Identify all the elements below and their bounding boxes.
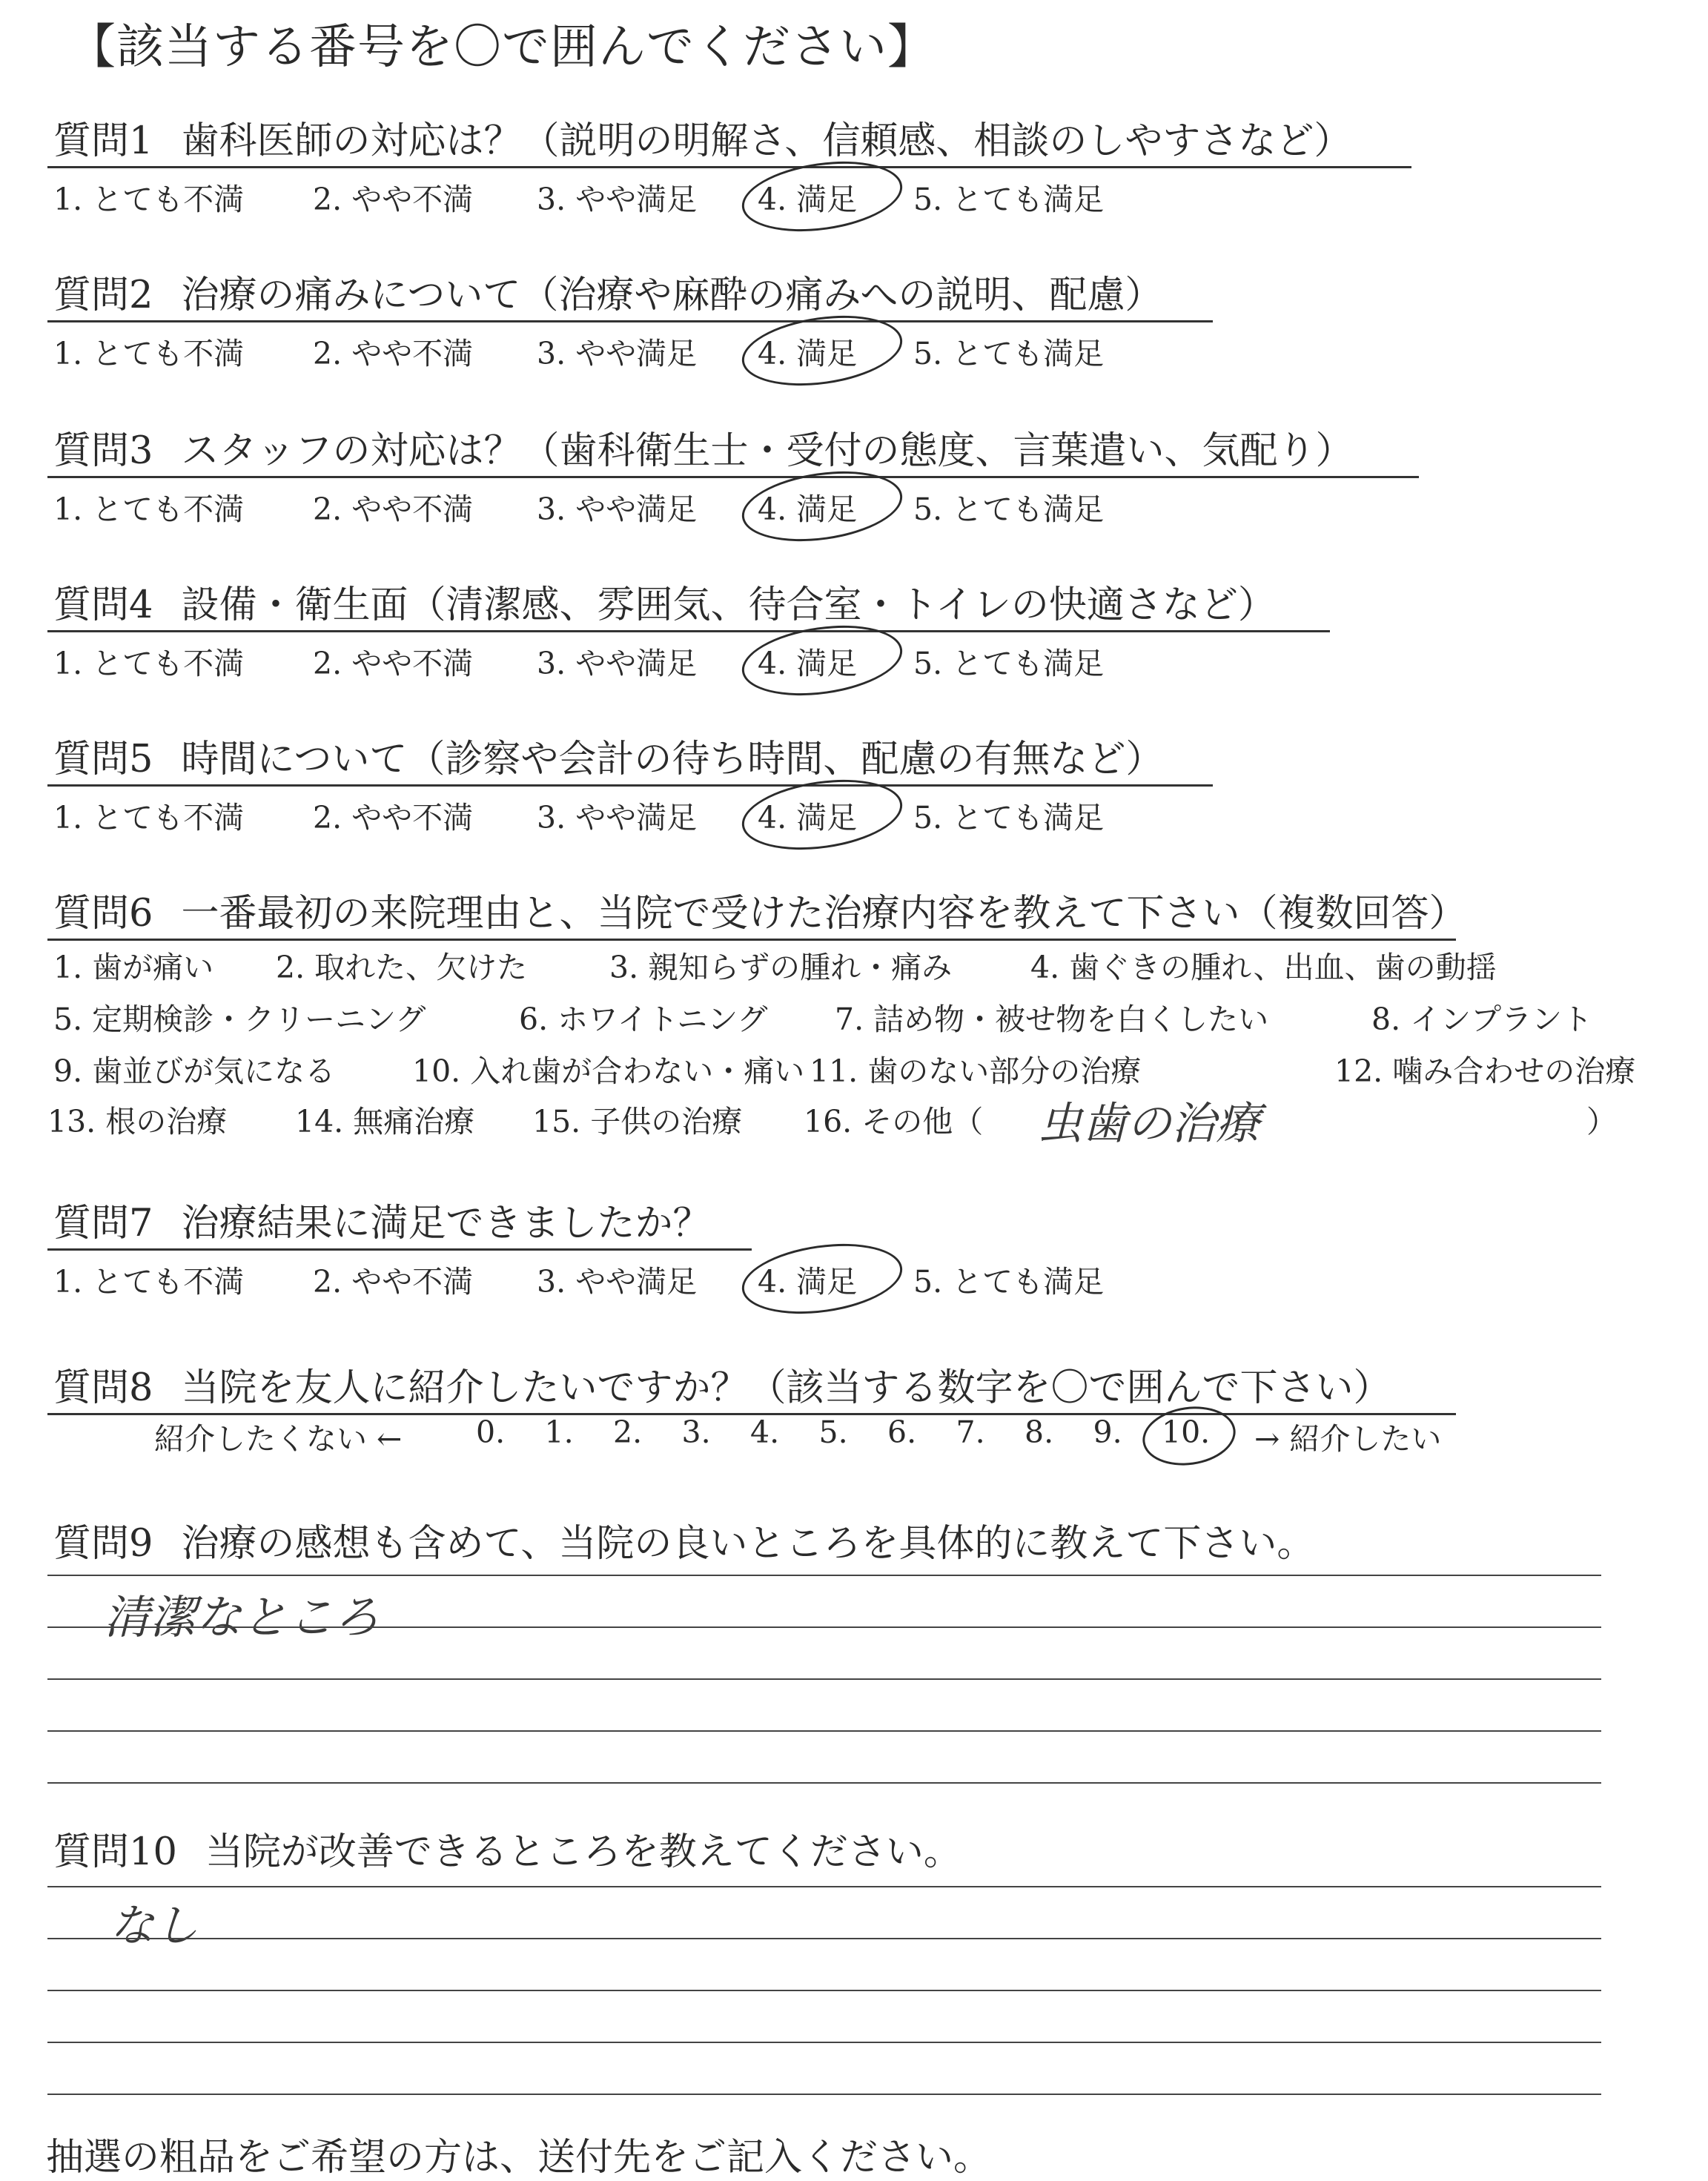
q3-option-4[interactable]: 4. 満足 — [758, 492, 858, 527]
q4-number: 質問4 — [53, 583, 153, 627]
q8-value-0[interactable]: 0. — [476, 1414, 506, 1450]
q3-number: 質問3 — [53, 429, 153, 473]
q8-value-6[interactable]: 6. — [887, 1414, 917, 1450]
q6-option[interactable]: 1. 歯が痛い — [53, 950, 214, 985]
q3-option-5[interactable]: 5. とても満足 — [913, 492, 1105, 527]
q7-option-3[interactable]: 3. やや満足 — [537, 1264, 698, 1300]
q2-option-4[interactable]: 4. 満足 — [758, 336, 858, 371]
q7-option-4[interactable]: 4. 満足 — [758, 1264, 858, 1300]
q10-text: 当院が改善できるところを教えてください。 — [205, 1830, 961, 1874]
footer-note: 抽選の粗品をご希望の方は、送付先をご記入ください。 — [46, 2136, 992, 2180]
q9-line — [47, 1782, 1601, 1784]
q5-option-1[interactable]: 1. とても不満 — [53, 800, 245, 835]
q9-answer[interactable]: 清潔なところ — [104, 1590, 380, 1644]
q1-option-1[interactable]: 1. とても不満 — [53, 182, 245, 217]
q8-left-label: 紹介したくない ← — [154, 1421, 403, 1457]
q6-option[interactable]: 7. 詰め物・被せ物を白くしたい — [835, 1002, 1269, 1037]
q3-underline — [47, 476, 1419, 478]
q8-value-8[interactable]: 8. — [1025, 1414, 1054, 1450]
q8-number: 質問8 — [53, 1366, 153, 1410]
q2-option-3[interactable]: 3. やや満足 — [537, 336, 698, 371]
q6-underline — [47, 939, 1456, 941]
q8-value-10[interactable]: 10. — [1162, 1414, 1211, 1450]
q8-value-5[interactable]: 5. — [818, 1414, 848, 1450]
q1-option-3[interactable]: 3. やや満足 — [537, 182, 698, 217]
q4-title — [53, 574, 1276, 629]
q7-title — [53, 1192, 710, 1247]
q6-option[interactable]: 2. 取れた、欠けた — [276, 950, 528, 985]
q5-option-2[interactable]: 2. やや不満 — [313, 800, 474, 835]
q6-title — [53, 882, 1466, 937]
q4-option-5[interactable]: 5. とても満足 — [913, 646, 1105, 681]
q10-line — [47, 1938, 1601, 1939]
q8-value-1[interactable]: 1. — [544, 1414, 574, 1450]
q7-underline — [47, 1248, 752, 1251]
q9-text: 治療の感想も含めて、当院の良いところを具体的に教えて下さい。 — [181, 1522, 1315, 1566]
q7-option-5[interactable]: 5. とても満足 — [913, 1264, 1105, 1300]
q1-title — [53, 110, 1351, 165]
q9-line — [47, 1575, 1601, 1576]
q6-option[interactable]: 14. 無痛治療 — [295, 1104, 475, 1139]
q1-number: 質問1 — [53, 119, 153, 163]
q6-option[interactable]: 15. 子供の治療 — [532, 1104, 743, 1139]
q6-option[interactable]: 8. インプラント — [1371, 1002, 1593, 1037]
q2-text: 治療の痛みについて（治療や麻酔の痛みへの説明、配慮） — [181, 274, 1163, 317]
q3-option-1[interactable]: 1. とても不満 — [53, 492, 245, 527]
q3-option-3[interactable]: 3. やや満足 — [537, 492, 698, 527]
q9-line — [47, 1678, 1601, 1680]
q6-other-answer[interactable]: 虫歯の治療 — [1038, 1098, 1260, 1150]
q8-title — [53, 1357, 1391, 1411]
q10-line — [47, 1990, 1601, 1991]
q2-option-5[interactable]: 5. とても満足 — [913, 336, 1105, 371]
q5-option-5[interactable]: 5. とても満足 — [913, 800, 1105, 835]
q8-text: 当院を友人に紹介したいですか？（該当する数字を〇で囲んで下さい） — [181, 1366, 1391, 1410]
q1-option-5[interactable]: 5. とても満足 — [913, 182, 1105, 217]
q8-value-3[interactable]: 3. — [681, 1414, 711, 1450]
q5-title — [53, 728, 1163, 783]
q6-option[interactable]: 10. 入れ歯が合わない・痛い — [412, 1053, 805, 1089]
q4-underline — [47, 630, 1330, 632]
page-header: 【該当する番号を〇で囲んでください】 — [68, 20, 936, 75]
q2-number: 質問2 — [53, 274, 153, 317]
q10-number: 質問10 — [53, 1830, 177, 1874]
q8-value-9[interactable]: 9. — [1093, 1414, 1122, 1450]
q3-text: スタッフの対応は？（歯科衛生士・受付の態度、言葉遣い、気配り） — [181, 429, 1354, 473]
q6-option[interactable]: 5. 定期検診・クリーニング — [53, 1002, 426, 1037]
q5-underline — [47, 784, 1213, 787]
q5-text: 時間について（診察や会計の待ち時間、配慮の有無など） — [181, 738, 1164, 781]
q10-title — [53, 1821, 961, 1876]
q6-text: 一番最初の来院理由と、当院で受けた治療内容を教えて下さい（複数回答） — [181, 892, 1467, 936]
q4-option-4[interactable]: 4. 満足 — [758, 646, 858, 681]
q5-option-3[interactable]: 3. やや満足 — [537, 800, 698, 835]
q3-title — [53, 420, 1353, 474]
q4-text: 設備・衛生面（清潔感、雰囲気、待合室・トイレの快適さなど） — [181, 583, 1276, 627]
q2-underline — [47, 320, 1213, 322]
q1-underline — [47, 166, 1411, 168]
q9-line — [47, 1730, 1601, 1732]
q7-text: 治療結果に満足できましたか？ — [181, 1202, 711, 1245]
q10-answer[interactable]: なし — [110, 1900, 199, 1952]
q10-line — [47, 1886, 1601, 1887]
q6-number: 質問6 — [53, 892, 153, 936]
q10-line — [47, 2042, 1601, 2043]
q9-number: 質問9 — [53, 1522, 153, 1566]
q1-text: 歯科医師の対応は？（説明の明解さ、信頼感、相談のしやすさなど） — [181, 119, 1352, 163]
q6-option[interactable]: 11. 歯のない部分の治療 — [810, 1053, 1142, 1089]
q1-option-4[interactable]: 4. 満足 — [758, 182, 858, 217]
q2-option-2[interactable]: 2. やや不満 — [313, 336, 474, 371]
q5-option-4[interactable]: 4. 満足 — [758, 800, 858, 835]
q9-line — [47, 1626, 1601, 1628]
q6-option[interactable]: 3. 親知らずの腫れ・痛み — [609, 950, 953, 985]
q2-option-1[interactable]: 1. とても不満 — [53, 336, 245, 371]
q6-option[interactable]: 9. 歯並びが気になる — [53, 1053, 336, 1089]
q2-title — [53, 264, 1162, 319]
q6-option[interactable]: 13. 根の治療 — [47, 1104, 228, 1139]
q8-right-label: → 紹介したい — [1254, 1421, 1442, 1457]
q6-option[interactable]: 4. 歯ぐきの腫れ、出血、歯の動揺 — [1030, 950, 1497, 985]
q7-option-2[interactable]: 2. やや不満 — [313, 1264, 474, 1300]
q7-option-1[interactable]: 1. とても不満 — [53, 1264, 245, 1300]
q6-option[interactable]: 12. 噛み合わせの治療 — [1334, 1053, 1636, 1089]
q4-option-1[interactable]: 1. とても不満 — [53, 646, 245, 681]
q5-number: 質問5 — [53, 738, 153, 781]
q9-title — [53, 1512, 1314, 1567]
q8-value-2[interactable]: 2. — [613, 1414, 643, 1450]
q3-option-2[interactable]: 2. やや不満 — [313, 492, 474, 527]
q8-value-4[interactable]: 4. — [750, 1414, 780, 1450]
q6-other-close: ） — [1586, 1104, 1617, 1139]
q8-value-7[interactable]: 7. — [956, 1414, 985, 1450]
q7-number: 質問7 — [53, 1202, 153, 1245]
q6-option[interactable]: 6. ホワイトニング — [519, 1002, 768, 1037]
q4-option-2[interactable]: 2. やや不満 — [313, 646, 474, 681]
q10-line — [47, 2094, 1601, 2095]
q4-option-3[interactable]: 3. やや満足 — [537, 646, 698, 681]
q6-option[interactable]: 16. その他（ — [804, 1104, 984, 1139]
q1-option-2[interactable]: 2. やや不満 — [313, 182, 474, 217]
